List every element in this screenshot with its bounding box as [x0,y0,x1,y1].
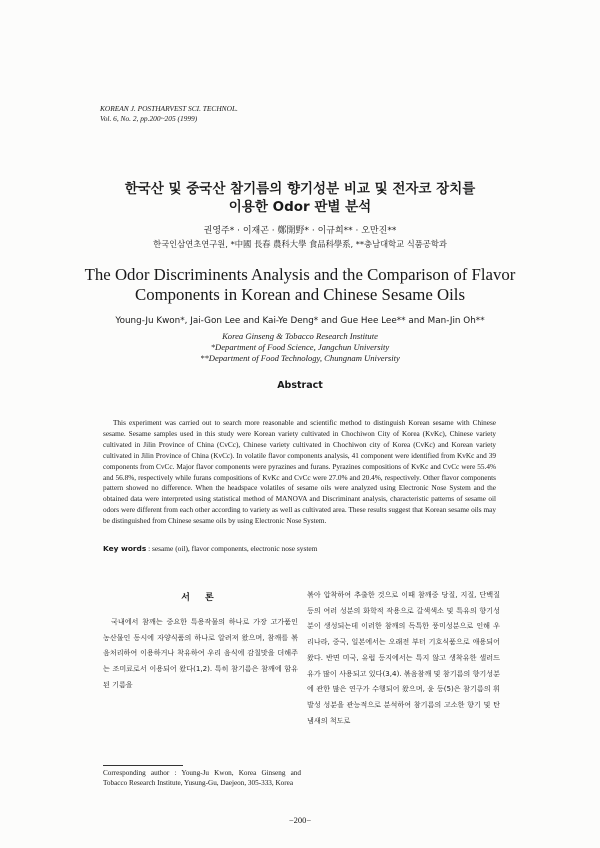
footnote-divider [103,765,183,766]
korean-authors: 권영주* · 이재곤 · 鄭開野* · 이규희** · 오만진** [203,226,397,236]
keywords-text: : sesame (oil), flavor components, electronic nose system [146,544,318,553]
introduction-right-column: 볶아 압착하여 추출한 것으로 이때 참깨중 당질, 지질, 단백질등의 여러 성분의 화학적 작용으로 갈색색소 및 특유의 향기성분이 생성되는데 이러한 참깨의 독특한 풍미성분으로 인해 우리나라, 중국, 일본에서는 오래전 부터 기호식품으로 애용되어 왔다. 반면 미국, 유럽 등지에서는 특지 않고 생착유한 샐러드유가 많이 사용되고 있다(3,4). 볶음참깨 및 참기름의 향기성분에 관한 많은 연구가 수행되어 왔으며, 윤 등(5)은 참기름의 휘발성 성분을 관능적으로 분석하여 참기름의 고소한 향기 및 탄 냄새의 척도로 [307,590,500,725]
korean-title [0,180,600,216]
keywords [103,544,317,553]
english-affiliations [0,331,600,364]
abstract-body: This experiment was carried out to search more reasonable and scientific method to distinguish Korean sesame with Chinese sesame. Sesame samples used in this study were Korean variety cultivated in Chochiwon City of Korea (KvKc), Chinese variety cultivated in Jilin Province of China (CvCc), Chinese variety cultivated in Chochiwon city of Korea (CvKc) and Korean variety cultivated in Jilin Province of China (KvCc). In volatile flavor components analysis, 41 component were identified from KvKc and 39 components from CvCc. Major flavor components were pyrazines and furans. Pyrazines compositions of KvKc and CvCc were 55.4% and 56.8%, respectively while furans compositions of KvKc and CvCc were 27.0% and 20.4%, respectively. Other flavor components pattern showed no difference. When the headspace volatiles of sesame oils were analyzed using Electronic Nose System and the obtained data were interpreted using statistical method of MANOVA and Discriminant analysis, characteristic patterns of sesame oil odors were different from each other according to variety as well as cultivated area. These results suggest that Korean sesame oils may be distinguished from Chinese sesame oils by using Electronic Nose System. [103,419,496,526]
journal-volume: Vol. 6, No. 2, pp.200~205 (1999) [100,114,198,123]
section-heading-introduction: 서 론 [181,593,220,603]
korean-title-line2: 이용한 Odor 판별 분석 [228,199,372,215]
english-authors: Young-Ju Kwon*, Jai-Gon Lee and Kai-Ye Deng* and Gue Hee Lee** and Man-Jin Oh** [115,316,485,326]
introduction-left-column: 국내에서 참깨는 중요한 특용작물의 하나로 가장 고가품인 농산물인 동시에 자양식품의 하나로 알려져 왔으며, 참깨를 볶음처리하여 이용하거나 착유하여 우리 음식에 감칠맛을 더해주는 조미료로서 이용되어 왔다(1,2). 특히 참기름은 참깨에 함유된 기름을 [103,617,298,689]
english-title [0,265,600,305]
affiliation-3: **Department of Food Technology, Chungnam University [200,353,400,363]
affiliation-2: *Department of Food Science, Jangchun University [210,342,390,352]
abstract-heading: Abstract [277,380,323,391]
affiliation-1: Korea Ginseng & Tobacco Research Institute [222,331,378,341]
korean-title-line1: 한국산 및 중국산 참기름의 향기성분 비교 및 전자코 장치를 [124,181,476,197]
page-number: −200− [288,815,312,825]
english-title-line2: Components in Korean and Chinese Sesame Oils [135,285,465,304]
corresponding-author-footnote: Corresponding author : Young-Ju Kwon, Korea Ginseng and Tobacco Research Institute, Yusung-Gu, Daejeon, 305-333, Korea [103,769,301,787]
journal-citation [100,104,238,124]
keywords-label: Key words [103,544,147,553]
journal-name: KOREAN J. POSTHARVEST SCI. TECHNOL. [100,104,238,113]
korean-affiliations: 한국인삼연초연구원, *中國 長春 農科大學 食品科學系, **충남대학교 식품공학과 [153,239,447,249]
english-title-line1: The Odor Discriminents Analysis and the Comparison of Flavor [84,265,516,284]
